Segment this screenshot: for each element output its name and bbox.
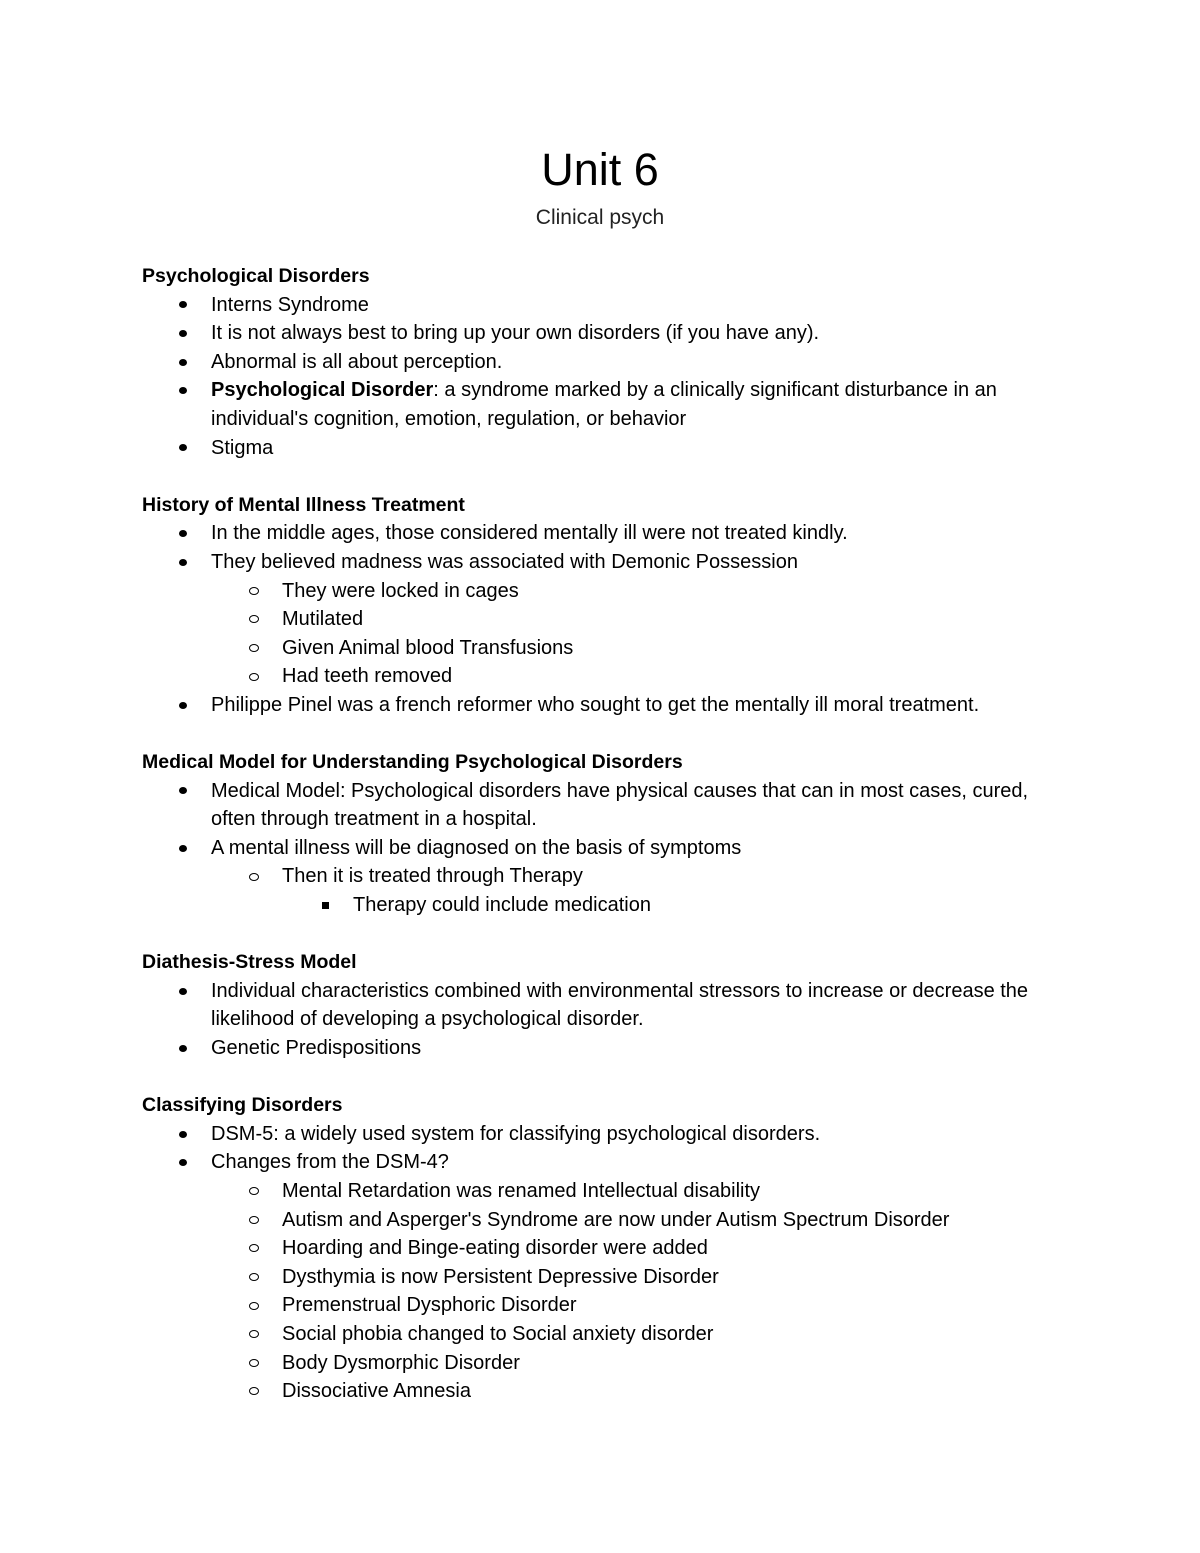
bullet-dot-icon bbox=[179, 530, 187, 537]
list-item bbox=[142, 1034, 1072, 1063]
list-item-text: Premenstrual Dysphoric Disorder bbox=[282, 1294, 577, 1317]
bullet-marker bbox=[176, 777, 190, 806]
list-item bbox=[142, 1291, 1072, 1320]
list-item bbox=[142, 348, 1072, 377]
list-item-text: In the middle ages, those considered mentally ill were not treated kindly. bbox=[211, 522, 848, 545]
section bbox=[142, 262, 1072, 462]
bullet-marker bbox=[176, 1034, 190, 1063]
bullet-dot-icon bbox=[179, 559, 187, 566]
list-item bbox=[142, 691, 1072, 720]
bullet-marker bbox=[247, 605, 261, 634]
bullet-list-level-2 bbox=[142, 577, 1072, 691]
list-item bbox=[142, 376, 1072, 433]
bullet-marker bbox=[247, 1320, 261, 1349]
bullet-marker bbox=[176, 691, 190, 720]
bullet-ring-icon bbox=[249, 1330, 259, 1338]
bullet-marker bbox=[247, 662, 261, 691]
bullet-list-level-1 bbox=[142, 1120, 1072, 1406]
list-item bbox=[142, 777, 1072, 834]
list-item-text: Then it is treated through Therapy bbox=[282, 865, 583, 888]
section-heading: Diathesis-Stress Model bbox=[142, 951, 357, 974]
list-item-text: Interns Syndrome bbox=[211, 293, 369, 316]
list-item-text: Had teeth removed bbox=[282, 665, 453, 688]
list-item-text: Dysthymia is now Persistent Depressive Disorder bbox=[282, 1265, 719, 1288]
list-item bbox=[142, 1349, 1072, 1378]
bullet-marker bbox=[247, 1349, 261, 1378]
list-item-text: They believed madness was associated with Demonic Possession bbox=[211, 550, 798, 573]
bullet-dot-icon bbox=[179, 387, 187, 394]
list-item-text: : a syndrome marked by a clinically significant disturbance in an individual's cognition, emotion, regulation, or behavior bbox=[211, 379, 997, 430]
bullet-marker bbox=[176, 519, 190, 548]
list-item-text: DSM-5: a widely used system for classifying psychological disorders. bbox=[211, 1122, 821, 1145]
section bbox=[142, 1091, 1072, 1406]
page-subtitle: Clinical psych bbox=[535, 206, 665, 229]
list-item bbox=[142, 1263, 1072, 1292]
bullet-marker bbox=[247, 1177, 261, 1206]
list-item bbox=[142, 291, 1072, 320]
bullet-list-level-1 bbox=[142, 519, 1072, 719]
section-heading: Classifying Disorders bbox=[142, 1094, 343, 1117]
bullet-dot-icon bbox=[179, 1131, 187, 1138]
list-item-text: Body Dysmorphic Disorder bbox=[282, 1351, 520, 1374]
list-item-text: Therapy could include medication bbox=[353, 894, 651, 917]
bullet-dot-icon bbox=[179, 988, 187, 995]
list-item bbox=[142, 834, 1072, 863]
list-item bbox=[142, 634, 1072, 663]
bullet-list-level-1 bbox=[142, 291, 1072, 463]
bullet-list-level-3 bbox=[142, 891, 1072, 920]
list-item bbox=[142, 1177, 1072, 1206]
list-item bbox=[142, 548, 1072, 577]
list-item-text: Stigma bbox=[211, 436, 274, 459]
bullet-marker bbox=[176, 348, 190, 377]
bullet-marker bbox=[176, 1120, 190, 1149]
bullet-list-level-2 bbox=[142, 862, 1072, 919]
bullet-dot-icon bbox=[179, 787, 187, 794]
list-item-text: Mental Retardation was renamed Intellectual disability bbox=[282, 1180, 761, 1202]
bullet-marker bbox=[176, 434, 190, 463]
list-item-text: Medical Model: Psychological disorders have physical causes that can in most cases, cured, often through treatment in a hospital. bbox=[211, 779, 1029, 831]
bullet-marker bbox=[318, 891, 332, 920]
bullet-dot-icon bbox=[179, 444, 187, 451]
list-item-text: Social phobia changed to Social anxiety disorder bbox=[282, 1322, 714, 1345]
list-item bbox=[142, 891, 1072, 920]
list-item bbox=[142, 519, 1072, 548]
bullet-marker bbox=[247, 634, 261, 663]
list-item bbox=[142, 977, 1072, 1034]
list-item-text: It is not always best to bring up your own disorders (if you have any). bbox=[211, 322, 820, 345]
list-item-text: Autism and Asperger's Syndrome are now under Autism Spectrum Disorder bbox=[282, 1208, 950, 1231]
defined-term: Psychological Disorder bbox=[211, 379, 434, 402]
bullet-dot-icon bbox=[179, 1045, 187, 1052]
bullet-ring-icon bbox=[249, 1187, 259, 1195]
page-title: Unit 6 bbox=[541, 144, 659, 195]
nested-list-container bbox=[142, 891, 1072, 920]
list-item-text: Philippe Pinel was a french reformer who sought to get the mentally ill moral treatment. bbox=[211, 693, 980, 716]
bullet-ring-icon bbox=[249, 1387, 259, 1395]
bullet-marker bbox=[176, 291, 190, 320]
nested-list-container bbox=[142, 862, 1072, 919]
bullet-marker bbox=[176, 548, 190, 577]
list-item bbox=[142, 319, 1072, 348]
bullet-dot-icon bbox=[179, 1159, 187, 1166]
list-item bbox=[142, 1120, 1072, 1149]
bullet-ring-icon bbox=[249, 1359, 259, 1367]
bullet-ring-icon bbox=[249, 1302, 259, 1310]
bullet-ring-icon bbox=[249, 1244, 259, 1252]
bullet-marker bbox=[247, 1234, 261, 1263]
bullet-marker bbox=[176, 977, 190, 1006]
list-item bbox=[142, 577, 1072, 606]
list-item-text: Mutilated bbox=[282, 608, 364, 631]
list-item bbox=[142, 1377, 1072, 1406]
bullet-marker bbox=[176, 834, 190, 863]
list-item-text: A mental illness will be diagnosed on the basis of symptoms bbox=[211, 836, 742, 859]
bullet-list-level-2 bbox=[142, 1177, 1072, 1406]
nested-list-container bbox=[142, 1177, 1072, 1406]
bullet-ring-icon bbox=[249, 1216, 259, 1224]
bullet-ring-icon bbox=[249, 873, 259, 881]
list-item bbox=[142, 862, 1072, 891]
list-item-text: Abnormal is all about perception. bbox=[211, 350, 503, 373]
bullet-marker bbox=[247, 1377, 261, 1406]
list-item bbox=[142, 434, 1072, 463]
list-item-text: Individual characteristics combined with environmental stressors to increase or decrease the likelihood of developing a psychological disorder. bbox=[211, 979, 1029, 1031]
bullet-square-icon bbox=[322, 902, 329, 909]
bullet-marker bbox=[176, 319, 190, 348]
list-item bbox=[142, 1234, 1072, 1263]
bullet-dot-icon bbox=[179, 301, 187, 308]
list-item bbox=[142, 662, 1072, 691]
bullet-ring-icon bbox=[249, 644, 259, 652]
bullet-ring-icon bbox=[249, 1273, 259, 1281]
section-heading: History of Mental Illness Treatment bbox=[142, 493, 465, 516]
list-item-text: Genetic Predispositions bbox=[211, 1037, 422, 1060]
bullet-marker bbox=[247, 577, 261, 606]
bullet-ring-icon bbox=[249, 587, 259, 595]
section bbox=[142, 748, 1072, 920]
bullet-dot-icon bbox=[179, 359, 187, 366]
bullet-list-level-1 bbox=[142, 777, 1072, 920]
bullet-marker bbox=[247, 1291, 261, 1320]
list-item-text: Changes from the DSM-4? bbox=[211, 1151, 449, 1174]
bullet-dot-icon bbox=[179, 845, 187, 852]
bullet-ring-icon bbox=[249, 673, 259, 681]
list-item-text: Hoarding and Binge-eating disorder were added bbox=[282, 1237, 708, 1260]
section bbox=[142, 948, 1072, 1062]
bullet-marker bbox=[176, 1148, 190, 1177]
list-item bbox=[142, 605, 1072, 634]
list-item-text: Dissociative Amnesia bbox=[282, 1380, 471, 1403]
bullet-marker bbox=[176, 376, 190, 405]
list-item-text: Given Animal blood Transfusions bbox=[282, 636, 574, 659]
section-heading: Psychological Disorders bbox=[142, 265, 370, 287]
bullet-marker bbox=[247, 1263, 261, 1292]
section-heading: Medical Model for Understanding Psychological Disorders bbox=[142, 751, 683, 774]
document-body bbox=[142, 262, 1072, 1434]
section bbox=[142, 491, 1072, 720]
list-item bbox=[142, 1148, 1072, 1177]
bullet-dot-icon bbox=[179, 702, 187, 709]
list-item-text: They were locked in cages bbox=[282, 579, 519, 602]
bullet-list-level-1 bbox=[142, 977, 1072, 1063]
bullet-dot-icon bbox=[179, 330, 187, 337]
bullet-ring-icon bbox=[249, 615, 259, 623]
list-item bbox=[142, 1206, 1072, 1235]
nested-list-container bbox=[142, 577, 1072, 691]
list-item bbox=[142, 1320, 1072, 1349]
bullet-marker bbox=[247, 1206, 261, 1235]
bullet-marker bbox=[247, 862, 261, 891]
